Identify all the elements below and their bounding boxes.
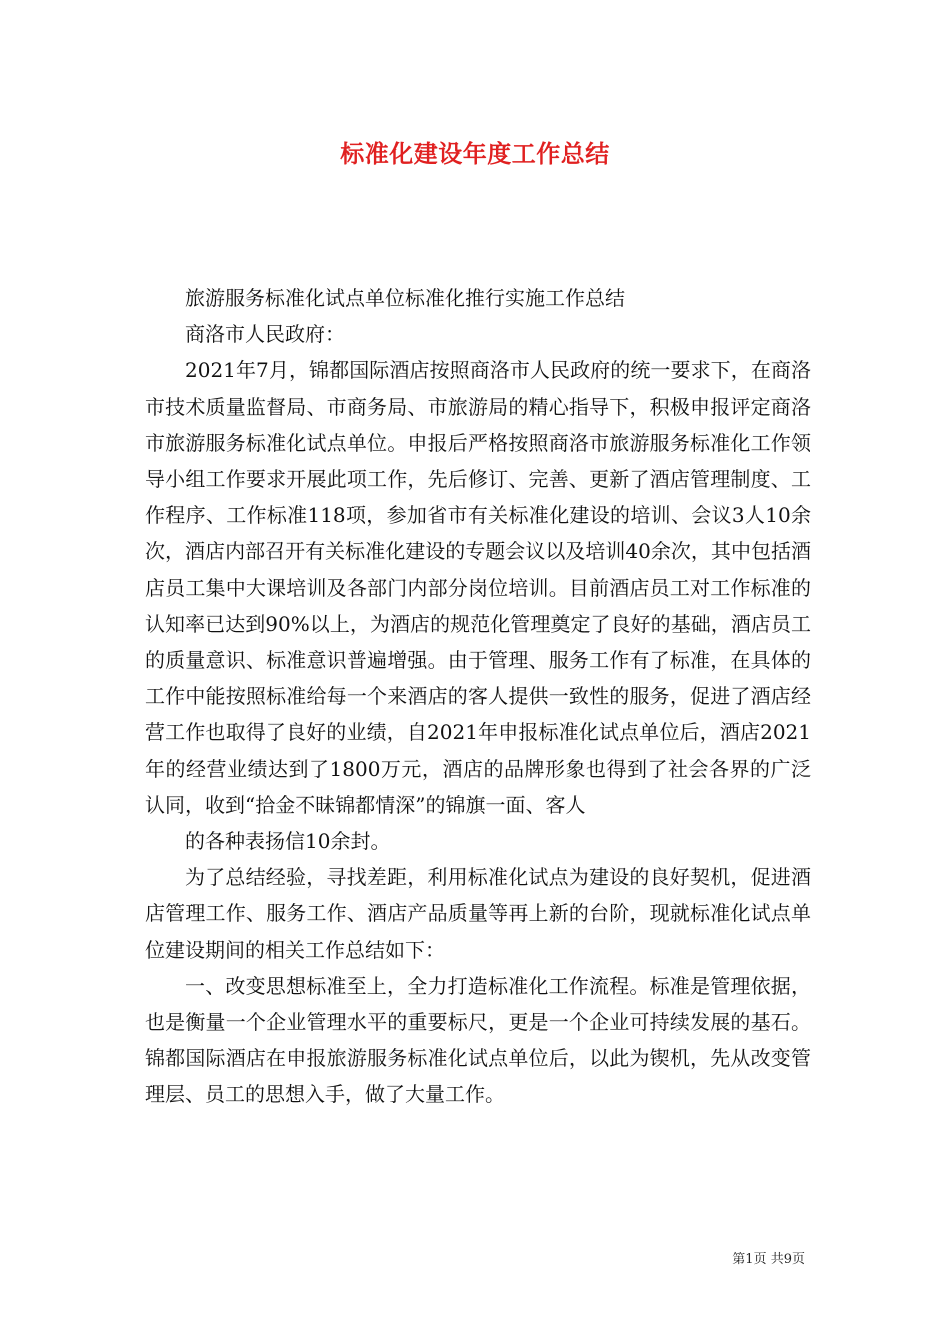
paragraph-overview-continuation: 的各种表扬信10余封。: [185, 829, 391, 854]
paragraph-salutation: 商洛市人民政府：: [185, 322, 345, 347]
document-title: 标准化建设年度工作总结: [340, 139, 610, 168]
paragraph-section-one: 一、改变思想标准至上，全力打造标准化工作流程。标准是管理依据，也是衡量一个企业管理水平的重要标尺，更是一个企业可持续发展的基石。锦都国际酒店在申报旅游服务标准化试点单位后，以此为锲机，先从改变管理层、员工的思想入手，做了大量工作。: [145, 973, 811, 1107]
paragraph-overview: 2021年7月，锦都国际酒店按照商洛市人民政府的统一要求下，在商洛市技术质量监督局、市商务局、市旅游局的精心指导下，积极申报评定商洛市旅游服务标准化试点单位。申报后严格按照商洛市旅游服务标准化工作领导小组工作要求开展此项工作，先后修订、完善、更新了酒店管理制度、工作程序、工作标准118项，参加省市有关标准化建设的培训、会议3人10余次，酒店内部召开有关标准化建设的专题会议以及培训40余次，其中包括酒店员工集中大课培训及各部门内部分岗位培训。目前酒店员工对工作标准的认知率已达到90%以上，为酒店的规范化管理奠定了良好的基础，酒店员工的质量意识、标准意识普遍增强。由于管理、服务工作有了标准，在具体的工作中能按照标准给每一个来酒店的客人提供一致性的服务，促进了酒店经营工作也取得了良好的业绩，自2021年申报标准化试点单位后，酒店2021年的经营业绩达到了1800万元，酒店的品牌形象也得到了社会各界的广泛认同，收到“拾金不昧锦都情深”的锦旗一面、客人: [145, 358, 811, 817]
page-prefix: 第: [732, 1252, 746, 1267]
page-current: 1: [745, 1252, 754, 1267]
document-body: [145, 280, 811, 1113]
paragraph-subtitle: 旅游服务标准化试点单位标准化推行实施工作总结: [185, 286, 625, 310]
page-total: 9: [783, 1252, 792, 1267]
page-middle: 页 共: [753, 1252, 784, 1267]
page-number: [732, 1248, 805, 1267]
page-suffix: 页: [791, 1252, 805, 1267]
paragraph-purpose: 为了总结经验，寻找差距，利用标准化试点为建设的良好契机，促进酒店管理工作、服务工作、酒店产品质量等再上新的台阶，现就标准化试点单位建设期间的相关工作总结如下：: [145, 865, 811, 962]
